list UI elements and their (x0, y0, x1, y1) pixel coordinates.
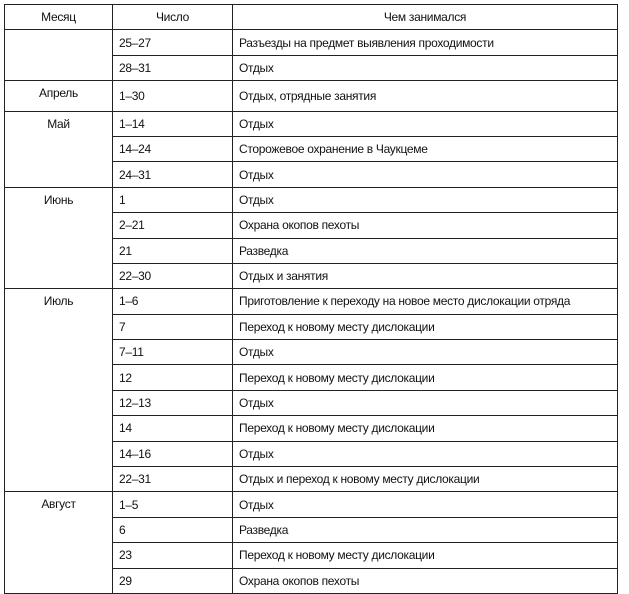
day-cell: 12–13 (113, 390, 233, 415)
day-cell: 22–31 (113, 467, 233, 492)
day-cell: 14–16 (113, 441, 233, 466)
month-cell: Июнь (5, 187, 113, 289)
activity-cell: Охрана окопов пехоты (233, 213, 618, 238)
month-cell: Август (5, 492, 113, 594)
month-cell: Июль (5, 289, 113, 492)
table-row (5, 187, 618, 212)
month-cell: Апрель (5, 81, 113, 111)
month-cell (5, 30, 113, 81)
day-cell: 1 (113, 187, 233, 212)
activity-cell: Сторожевое охранение в Чаукцеме (233, 136, 618, 161)
activity-cell: Охрана окопов пехоты (233, 568, 618, 593)
day-cell: 14 (113, 416, 233, 441)
activity-cell: Переход к новому месту дислокации (233, 543, 618, 568)
day-cell: 1–14 (113, 111, 233, 136)
day-cell: 14–24 (113, 136, 233, 161)
table-row (5, 289, 618, 314)
day-cell: 29 (113, 568, 233, 593)
table-row (5, 30, 618, 55)
day-cell: 7–11 (113, 340, 233, 365)
day-cell: 2–21 (113, 213, 233, 238)
activity-cell: Отдых (233, 492, 618, 517)
activity-cell: Разведка (233, 517, 618, 542)
activity-cell: Отдых (233, 55, 618, 80)
day-cell: 21 (113, 238, 233, 263)
activity-cell: Разъезды на предмет выявления проходимости (233, 30, 618, 55)
day-cell: 22–30 (113, 263, 233, 288)
activity-cell: Отдых, отрядные занятия (233, 81, 618, 111)
table-body (5, 30, 618, 594)
day-cell: 1–5 (113, 492, 233, 517)
day-cell: 1–6 (113, 289, 233, 314)
activity-cell: Переход к новому месту дислокации (233, 314, 618, 339)
table-row (5, 81, 618, 111)
activity-cell: Отдых (233, 187, 618, 212)
table-row (5, 492, 618, 517)
day-cell: 7 (113, 314, 233, 339)
activity-cell: Отдых (233, 162, 618, 187)
header-day: Число (113, 5, 233, 30)
schedule-table (4, 4, 618, 594)
table-row (5, 111, 618, 136)
day-cell: 24–31 (113, 162, 233, 187)
header-month: Месяц (5, 5, 113, 30)
day-cell: 6 (113, 517, 233, 542)
activity-cell: Отдых (233, 441, 618, 466)
activity-cell: Отдых (233, 340, 618, 365)
month-cell: Май (5, 111, 113, 187)
activity-cell: Переход к новому месту дислокации (233, 416, 618, 441)
header-activity: Чем занимался (233, 5, 618, 30)
activity-cell: Отдых и переход к новому месту дислокации (233, 467, 618, 492)
day-cell: 28–31 (113, 55, 233, 80)
activity-cell: Переход к новому месту дислокации (233, 365, 618, 390)
header-row (5, 5, 618, 30)
day-cell: 23 (113, 543, 233, 568)
activity-cell: Отдых и занятия (233, 263, 618, 288)
activity-cell: Приготовление к переходу на новое место дислокации отряда (233, 289, 618, 314)
activity-cell: Отдых (233, 111, 618, 136)
activity-cell: Разведка (233, 238, 618, 263)
day-cell: 25–27 (113, 30, 233, 55)
activity-cell: Отдых (233, 390, 618, 415)
day-cell: 12 (113, 365, 233, 390)
day-cell: 1–30 (113, 81, 233, 111)
